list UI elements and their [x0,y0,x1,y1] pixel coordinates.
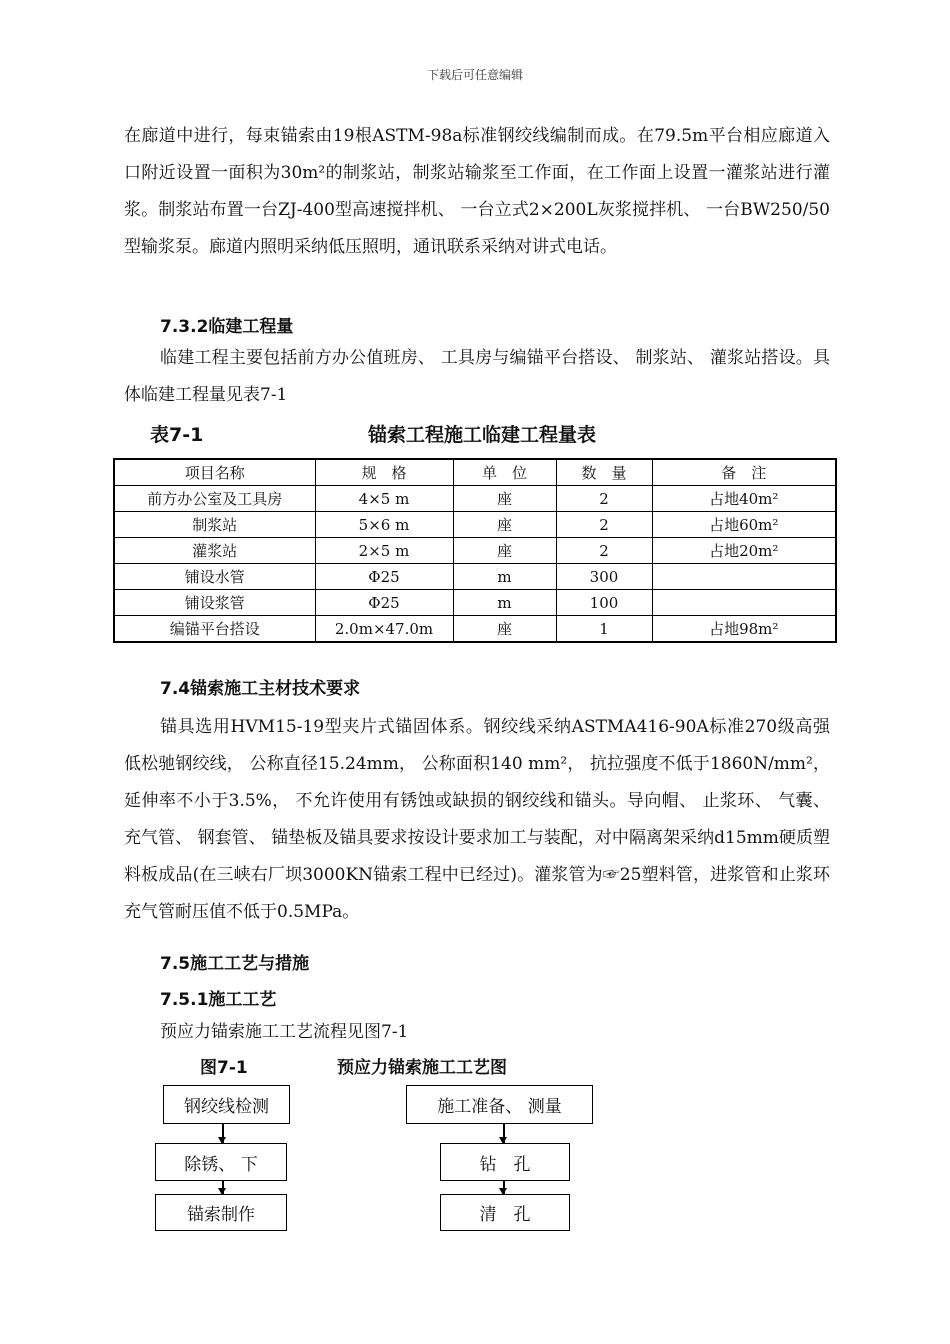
page-header: 下载后可任意编辑 [426,68,523,82]
table-cell: 占地20m² [652,538,836,564]
table-cell: 占地60m² [652,512,836,538]
intro-paragraph: 在廊道中进行，每束锚索由19根ASTM-98a标准钢绞线编制而成。在79.5m平台相应廊道入口附近设置一面积为30m²的制浆站，制浆站输浆至工作面，在工作面上设置一灌浆站进行灌浆。制浆站布置一台ZJ-400型高速搅拌机、 一台立式2×200L灰浆搅拌机、 一台BW250/50型输浆泵。廊道内照明采纳低压照明，通讯联系采纳对讲式电话。 [124,126,830,257]
table-cell: 制浆站 [114,512,315,538]
table-row [114,564,836,590]
flow-arrow [503,1181,505,1194]
table-cell: Φ25 [315,564,453,590]
table-header-cell: 项目名称 [114,459,315,486]
flow-arrow [222,1181,224,1194]
flow-arrow [503,1124,505,1143]
table-cell: 铺设水管 [114,564,315,590]
table-cell: 300 [556,564,652,590]
table-cell: 铺设浆管 [114,590,315,616]
table-row [114,590,836,616]
table-cell [652,564,836,590]
table-header-row [114,459,836,486]
table-cell: m [453,564,556,590]
flow-box-strand-inspection: 钢绞线检测 [163,1085,290,1124]
table-cell: 前方办公室及工具房 [114,486,315,512]
section-7-4-body: 锚具选用HVM15-19型夹片式锚固体系。钢绞线采纳ASTMA416-90A标准270级高强低松驰钢绞线， 公称直径15.24mm， 公称面积140 mm²， 抗拉强度不低于1860N/mm²， 延伸率不小于3.5%， 不允许使用有锈蚀或缺损的钢绞线和锚头。导向帽、 止浆环、 气囊、 充气管、 钢套管、 锚垫板及锚具要求按设计要求加工与装配，对中隔离架采纳d15mm硬质塑料板成品(在三峡右厂坝3000KN锚索工程中已经过)。灌浆管为☞25塑料管，进浆管和止浆环充气管耐压值不低于0.5MPa。 [124,717,830,922]
table-cell: 100 [556,590,652,616]
table-cell: 2.0m×47.0m [315,616,453,643]
table-cell: 座 [453,486,556,512]
table-cell: 编锚平台搭设 [114,616,315,643]
table-cell: 占地98m² [652,616,836,643]
table-row [114,538,836,564]
table-row [114,512,836,538]
table-row [114,486,836,512]
table-cell: 占地40m² [652,486,836,512]
flow-box-hole-cleaning: 清 孔 [440,1194,570,1231]
flow-box-derust: 除锈、 下 [155,1143,287,1181]
table-cell: 座 [453,512,556,538]
table-cell: Φ25 [315,590,453,616]
table-header-cell: 数 量 [556,459,652,486]
table-cell: 2 [556,538,652,564]
flow-box-preparation-survey: 施工准备、 测量 [406,1085,593,1124]
table-header-cell: 单 位 [453,459,556,486]
table-label: 表7-1 [150,424,204,446]
flow-box-drilling: 钻 孔 [440,1143,570,1181]
table-cell: m [453,590,556,616]
table-7-1 [113,458,837,643]
figure-title: 预应力锚索施工工艺图 [337,1058,507,1078]
table-cell: 2×5 m [315,538,453,564]
table-cell: 座 [453,616,556,643]
flow-box-anchor-fabrication: 锚索制作 [155,1194,287,1231]
table-title: 锚索工程施工临建工程量表 [368,424,597,446]
section-7-5-heading: 7.5施工工艺与措施 [160,954,310,974]
table-cell: 2 [556,512,652,538]
table-cell: 座 [453,538,556,564]
section-7-5-1-heading: 7.5.1施工工艺 [160,990,277,1010]
figure-label: 图7-1 [200,1058,248,1078]
section-7-5-1-body: 预应力锚索施工工艺流程见图7-1 [160,1022,409,1042]
table-cell: 灌浆站 [114,538,315,564]
table-cell [652,590,836,616]
table-header-cell: 备 注 [652,459,836,486]
table-header-cell: 规 格 [315,459,453,486]
section-7-3-2-heading: 7.3.2临建工程量 [160,317,294,337]
table-row [114,616,836,643]
table-cell: 2 [556,486,652,512]
table-cell: 4×5 m [315,486,453,512]
flow-arrow [222,1124,224,1143]
section-7-3-2-body: 临建工程主要包括前方办公值班房、 工具房与编锚平台搭设、 制浆站、 灌浆站搭设。具体临建工程量见表7-1 [124,348,830,405]
section-7-4-heading: 7.4锚索施工主材技术要求 [160,679,361,699]
table-cell: 5×6 m [315,512,453,538]
table-cell: 1 [556,616,652,643]
